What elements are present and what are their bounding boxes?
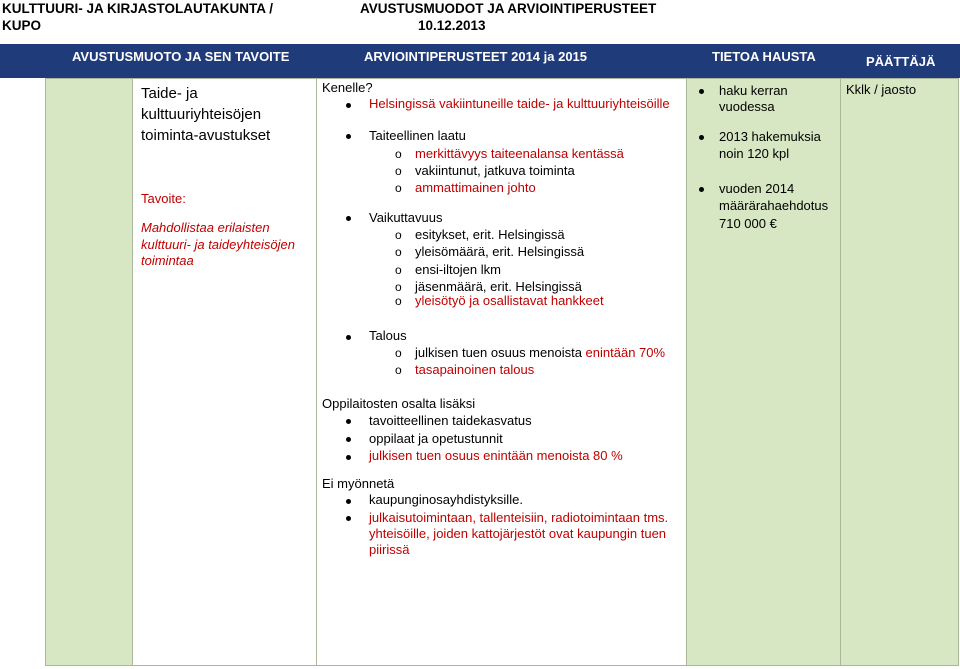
- document-date: 10.12.2013: [418, 18, 486, 33]
- sub-bullet: o: [395, 147, 402, 161]
- form-title-line-1: Taide- ja: [141, 85, 198, 102]
- sub-bullet: o: [395, 263, 402, 277]
- column-header-criteria: ARVIOINTIPERUSTEET 2014 ja 2015: [364, 49, 588, 64]
- column-header-decider: PÄÄTTÄJÄ: [866, 54, 936, 69]
- sub-bullet: o: [395, 294, 402, 308]
- not-item: kaupunginosayhdistyksille.: [369, 492, 523, 507]
- bullet: [346, 437, 351, 442]
- bullet: [699, 135, 704, 140]
- who-item: Helsingissä vakiintuneille taide- ja kulttuuriyhteisöille: [369, 96, 670, 111]
- info-item-line-3: 710 000 €: [719, 216, 777, 231]
- schools-item: julkisen tuen osuus enintään menoista 80 %: [369, 448, 623, 463]
- schools-label: Oppilaitosten osalta lisäksi: [322, 396, 476, 411]
- goal-label: Tavoite:: [141, 191, 186, 206]
- bullet: [346, 455, 351, 460]
- form-title-line-2: kulttuuriyhteisöjen: [141, 106, 262, 123]
- finance-item: [415, 345, 665, 361]
- column-header-bar: [0, 44, 960, 78]
- column-header-form: AVUSTUSMUOTO JA SEN TAVOITE: [72, 49, 290, 64]
- schools-item: oppilaat ja opetustunnit: [369, 431, 503, 446]
- bullet: [346, 216, 351, 221]
- info-item-line-2: noin 120 kpl: [719, 146, 790, 161]
- bullet: [346, 335, 351, 340]
- who-label: Kenelle?: [322, 80, 373, 95]
- sub-bullet: o: [395, 181, 402, 195]
- sub-bullet: o: [395, 363, 402, 377]
- quality-label: Taiteellinen laatu: [369, 128, 466, 143]
- decider-text: Kklk / jaosto: [846, 82, 917, 97]
- finance-label: Talous: [369, 328, 407, 343]
- document-topic: [360, 0, 690, 34]
- bullet: [699, 187, 704, 192]
- decider-column: [841, 78, 959, 666]
- bullet: [346, 499, 351, 504]
- sub-bullet: o: [395, 245, 402, 259]
- finance-item-text: julkisen tuen osuus menoista: [415, 345, 586, 360]
- info-item-line-1: 2013 hakemuksia: [719, 129, 821, 144]
- impact-item: ensi-iltojen lkm: [415, 262, 501, 277]
- info-item-line-2: määrärahaehdotus: [719, 198, 829, 213]
- quality-item: merkittävyys taiteenalansa kentässä: [415, 146, 624, 161]
- bullet: [346, 419, 351, 424]
- impact-item: yleisötyö ja osallistavat hankkeet: [415, 293, 604, 308]
- org-name: [2, 0, 302, 34]
- impact-label: Vaikuttavuus: [369, 210, 443, 225]
- sub-bullet: o: [395, 164, 402, 178]
- quality-item: ammattimainen johto: [415, 180, 536, 195]
- sub-bullet: o: [395, 346, 402, 360]
- quality-item: vakiintunut, jatkuva toiminta: [415, 163, 575, 178]
- bullet: [346, 134, 351, 139]
- goal-text: Mahdollistaa erilaisten kulttuuri- ja taideyhteisöjen toimintaa: [141, 220, 295, 268]
- org-line-1: KULTTUURI- JA KIRJASTOLAUTAKUNTA /: [2, 1, 273, 16]
- info-item-line-2: vuodessa: [719, 99, 775, 114]
- sub-bullet: o: [395, 228, 402, 242]
- finance-item-limit: enintään 70%: [585, 345, 666, 360]
- info-item-line-1: vuoden 2014: [719, 181, 795, 196]
- bullet: [346, 516, 351, 521]
- bullet: [699, 89, 704, 94]
- bullet: [346, 103, 351, 108]
- impact-item: jäsenmäärä, erit. Helsingissä: [415, 279, 582, 294]
- info-item-line-1: haku kerran: [719, 83, 788, 98]
- not-item-extra-line-1: yhteisöille, joiden kattojärjestöt ovat kaupungin tuen: [369, 526, 667, 541]
- finance-item: tasapainoinen talous: [415, 362, 535, 377]
- form-title: [141, 83, 316, 146]
- topic-line: AVUSTUSMUODOT JA ARVIOINTIPERUSTEET: [360, 1, 657, 16]
- criteria-column: [317, 78, 687, 666]
- not-item-extra-line-2: piirissä: [369, 542, 410, 557]
- not-item: julkaisutoimintaan, tallenteisiin, radiotoimintaan tms.: [369, 510, 669, 525]
- info-column: [687, 78, 841, 666]
- form-title-line-3: toiminta-avustukset: [141, 127, 271, 144]
- schools-item: tavoitteellinen taidekasvatus: [369, 413, 532, 428]
- sub-bullet: o: [395, 280, 402, 294]
- impact-item: yleisömäärä, erit. Helsingissä: [415, 244, 585, 259]
- not-label: Ei myönnetä: [322, 476, 395, 491]
- page-header: [0, 0, 960, 44]
- table-margin-column: [45, 78, 133, 666]
- criteria-table: [0, 78, 960, 669]
- form-column: [133, 78, 317, 666]
- org-line-2: KUPO: [2, 18, 42, 33]
- impact-item: esitykset, erit. Helsingissä: [415, 227, 565, 242]
- column-header-info: TIETOA HAUSTA: [712, 49, 816, 64]
